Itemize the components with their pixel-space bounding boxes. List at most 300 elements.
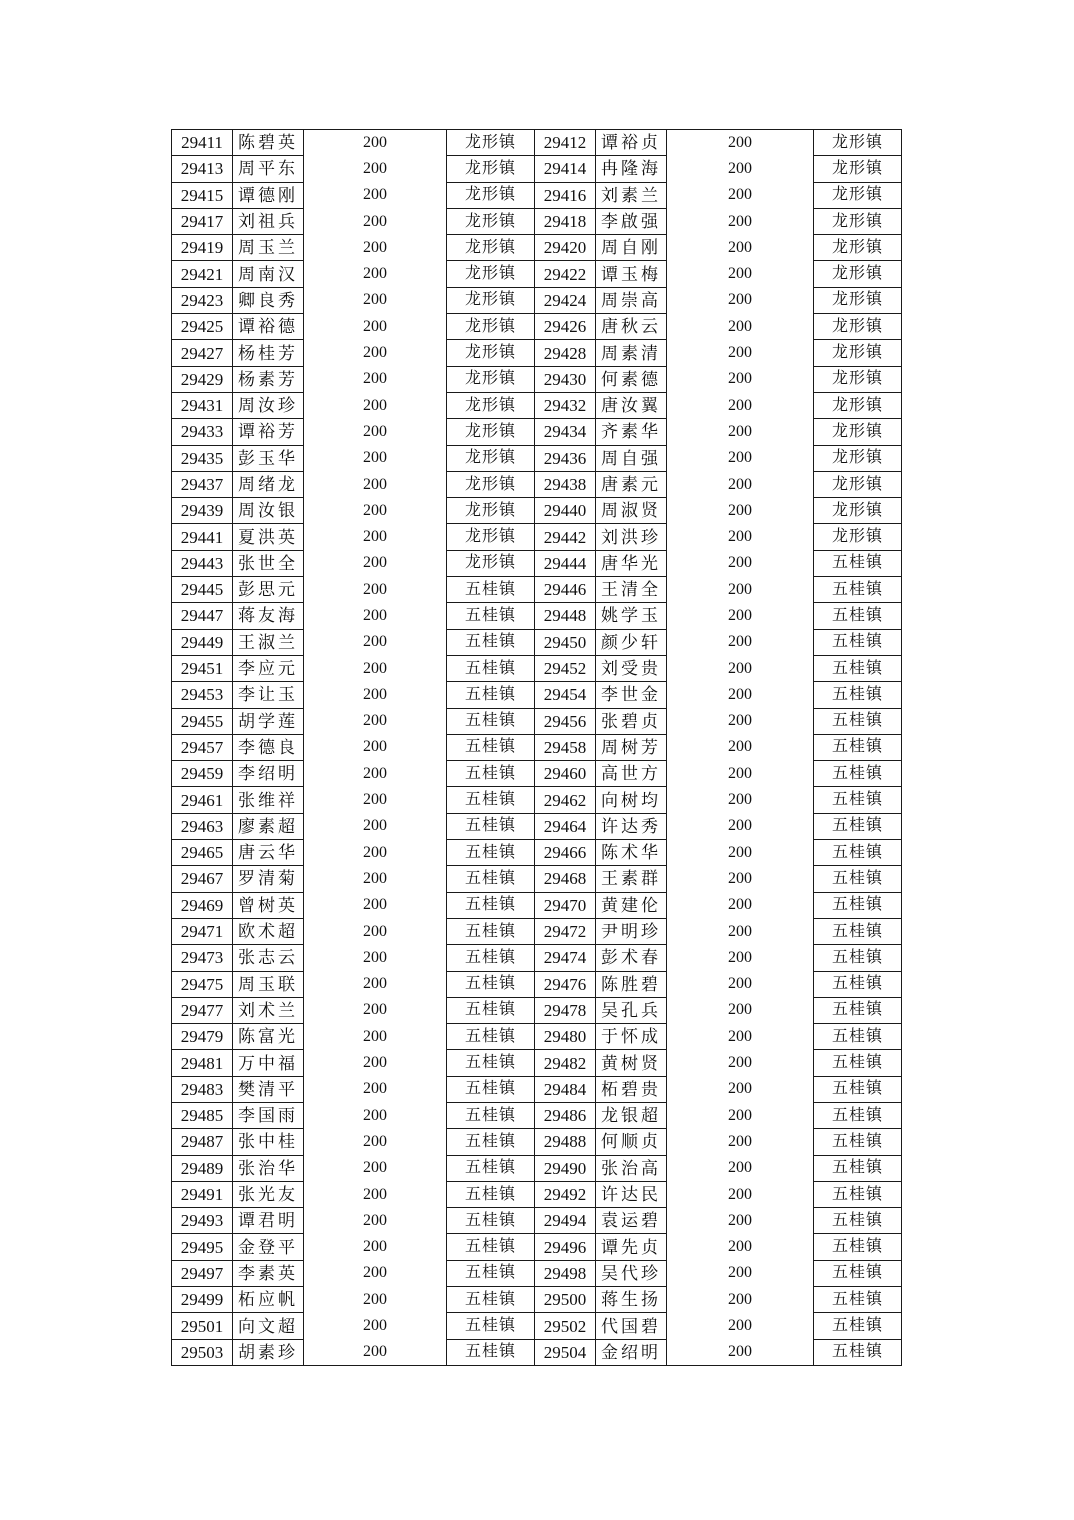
right-town: 五桂镇	[814, 945, 902, 971]
right-town: 龙形镇	[814, 445, 902, 471]
right-recipient-name: 刘受贵	[596, 655, 667, 681]
left-amount: 200	[304, 1287, 447, 1313]
left-recipient-name: 张世全	[233, 550, 304, 576]
right-town: 五桂镇	[814, 629, 902, 655]
left-record-id: 29479	[172, 1024, 233, 1050]
right-recipient-name: 吴孔兵	[596, 997, 667, 1023]
left-amount: 200	[304, 1234, 447, 1260]
right-record-id: 29430	[535, 366, 596, 392]
right-town: 龙形镇	[814, 419, 902, 445]
right-record-id: 29412	[535, 130, 596, 156]
left-recipient-name: 唐云华	[233, 840, 304, 866]
right-recipient-name: 彭术春	[596, 945, 667, 971]
left-recipient-name: 彭思元	[233, 577, 304, 603]
right-town: 龙形镇	[814, 366, 902, 392]
right-town: 五桂镇	[814, 1208, 902, 1234]
left-amount: 200	[304, 550, 447, 576]
right-town: 五桂镇	[814, 603, 902, 629]
right-town: 五桂镇	[814, 1024, 902, 1050]
left-town: 五桂镇	[447, 655, 535, 681]
left-town: 龙形镇	[447, 208, 535, 234]
right-amount: 200	[667, 498, 814, 524]
right-amount: 200	[667, 945, 814, 971]
right-town: 龙形镇	[814, 156, 902, 182]
left-town: 五桂镇	[447, 1287, 535, 1313]
left-amount: 200	[304, 1155, 447, 1181]
right-amount: 200	[667, 235, 814, 261]
left-town: 五桂镇	[447, 761, 535, 787]
right-recipient-name: 袁运碧	[596, 1208, 667, 1234]
left-town: 五桂镇	[447, 1313, 535, 1339]
left-amount: 200	[304, 761, 447, 787]
left-amount: 200	[304, 918, 447, 944]
right-amount: 200	[667, 208, 814, 234]
right-town: 五桂镇	[814, 577, 902, 603]
right-recipient-name: 吴代珍	[596, 1260, 667, 1286]
right-record-id: 29424	[535, 287, 596, 313]
left-amount: 200	[304, 1339, 447, 1365]
right-town: 五桂镇	[814, 1155, 902, 1181]
left-town: 龙形镇	[447, 182, 535, 208]
left-town: 龙形镇	[447, 419, 535, 445]
table-row	[172, 366, 902, 392]
right-recipient-name: 唐素元	[596, 471, 667, 497]
right-recipient-name: 陈术华	[596, 840, 667, 866]
left-recipient-name: 周汝珍	[233, 392, 304, 418]
left-record-id: 29459	[172, 761, 233, 787]
left-amount: 200	[304, 577, 447, 603]
left-record-id: 29487	[172, 1129, 233, 1155]
right-town: 五桂镇	[814, 708, 902, 734]
left-town: 五桂镇	[447, 682, 535, 708]
right-amount: 200	[667, 445, 814, 471]
left-record-id: 29457	[172, 734, 233, 760]
left-town: 五桂镇	[447, 1260, 535, 1286]
left-town: 五桂镇	[447, 945, 535, 971]
left-amount: 200	[304, 997, 447, 1023]
left-record-id: 29489	[172, 1155, 233, 1181]
table-row	[172, 182, 902, 208]
right-record-id: 29480	[535, 1024, 596, 1050]
left-amount: 200	[304, 524, 447, 550]
right-recipient-name: 周树芳	[596, 734, 667, 760]
left-recipient-name: 李让玉	[233, 682, 304, 708]
left-recipient-name: 欧术超	[233, 918, 304, 944]
left-record-id: 29471	[172, 918, 233, 944]
left-town: 五桂镇	[447, 918, 535, 944]
right-record-id: 29466	[535, 840, 596, 866]
left-record-id: 29481	[172, 1050, 233, 1076]
right-town: 龙形镇	[814, 392, 902, 418]
left-amount: 200	[304, 445, 447, 471]
table-row	[172, 1234, 902, 1260]
left-amount: 200	[304, 261, 447, 287]
left-recipient-name: 彭玉华	[233, 445, 304, 471]
left-recipient-name: 蒋友海	[233, 603, 304, 629]
table-row	[172, 1102, 902, 1128]
right-town: 龙形镇	[814, 498, 902, 524]
left-town: 五桂镇	[447, 1102, 535, 1128]
right-amount: 200	[667, 761, 814, 787]
table-row	[172, 892, 902, 918]
table-row	[172, 655, 902, 681]
left-record-id: 29463	[172, 813, 233, 839]
right-recipient-name: 金绍明	[596, 1339, 667, 1365]
right-record-id: 29482	[535, 1050, 596, 1076]
left-recipient-name: 卿良秀	[233, 287, 304, 313]
left-record-id: 29435	[172, 445, 233, 471]
right-recipient-name: 王清全	[596, 577, 667, 603]
right-amount: 200	[667, 892, 814, 918]
left-recipient-name: 樊清平	[233, 1076, 304, 1102]
right-record-id: 29464	[535, 813, 596, 839]
right-recipient-name: 姚学玉	[596, 603, 667, 629]
right-town: 龙形镇	[814, 235, 902, 261]
right-recipient-name: 陈胜碧	[596, 971, 667, 997]
table-row	[172, 708, 902, 734]
table-row	[172, 734, 902, 760]
right-amount: 200	[667, 840, 814, 866]
left-recipient-name: 廖素超	[233, 813, 304, 839]
left-town: 五桂镇	[447, 787, 535, 813]
right-recipient-name: 张治高	[596, 1155, 667, 1181]
left-recipient-name: 张中桂	[233, 1129, 304, 1155]
right-record-id: 29454	[535, 682, 596, 708]
right-amount: 200	[667, 550, 814, 576]
left-town: 五桂镇	[447, 866, 535, 892]
left-amount: 200	[304, 1181, 447, 1207]
left-amount: 200	[304, 840, 447, 866]
right-town: 龙形镇	[814, 471, 902, 497]
right-record-id: 29468	[535, 866, 596, 892]
right-town: 五桂镇	[814, 1287, 902, 1313]
left-town: 龙形镇	[447, 287, 535, 313]
right-amount: 200	[667, 1260, 814, 1286]
right-record-id: 29432	[535, 392, 596, 418]
right-town: 五桂镇	[814, 1050, 902, 1076]
left-town: 五桂镇	[447, 1208, 535, 1234]
right-amount: 200	[667, 866, 814, 892]
left-record-id: 29501	[172, 1313, 233, 1339]
right-record-id: 29426	[535, 314, 596, 340]
table-row	[172, 471, 902, 497]
left-record-id: 29499	[172, 1287, 233, 1313]
right-record-id: 29450	[535, 629, 596, 655]
right-recipient-name: 李啟强	[596, 208, 667, 234]
right-record-id: 29496	[535, 1234, 596, 1260]
right-record-id: 29448	[535, 603, 596, 629]
right-recipient-name: 黄树贤	[596, 1050, 667, 1076]
right-amount: 200	[667, 314, 814, 340]
right-record-id: 29414	[535, 156, 596, 182]
right-recipient-name: 柘碧贵	[596, 1076, 667, 1102]
left-amount: 200	[304, 892, 447, 918]
table-row	[172, 945, 902, 971]
right-record-id: 29446	[535, 577, 596, 603]
right-record-id: 29484	[535, 1076, 596, 1102]
left-town: 五桂镇	[447, 708, 535, 734]
left-town: 五桂镇	[447, 1129, 535, 1155]
right-record-id: 29442	[535, 524, 596, 550]
right-recipient-name: 谭先贞	[596, 1234, 667, 1260]
right-town: 龙形镇	[814, 182, 902, 208]
right-town: 五桂镇	[814, 1260, 902, 1286]
right-recipient-name: 张碧贞	[596, 708, 667, 734]
table-row	[172, 603, 902, 629]
right-recipient-name: 龙银超	[596, 1102, 667, 1128]
left-town: 龙形镇	[447, 445, 535, 471]
right-amount: 200	[667, 655, 814, 681]
left-recipient-name: 谭君明	[233, 1208, 304, 1234]
right-record-id: 29478	[535, 997, 596, 1023]
right-record-id: 29500	[535, 1287, 596, 1313]
left-amount: 200	[304, 629, 447, 655]
right-town: 五桂镇	[814, 840, 902, 866]
table-row	[172, 261, 902, 287]
left-town: 龙形镇	[447, 392, 535, 418]
left-recipient-name: 刘术兰	[233, 997, 304, 1023]
right-recipient-name: 周崇高	[596, 287, 667, 313]
right-record-id: 29504	[535, 1339, 596, 1365]
left-record-id: 29495	[172, 1234, 233, 1260]
left-town: 龙形镇	[447, 156, 535, 182]
right-amount: 200	[667, 261, 814, 287]
right-amount: 200	[667, 1024, 814, 1050]
left-recipient-name: 杨素芳	[233, 366, 304, 392]
right-amount: 200	[667, 1076, 814, 1102]
table-row	[172, 445, 902, 471]
right-town: 五桂镇	[814, 918, 902, 944]
left-town: 龙形镇	[447, 471, 535, 497]
right-amount: 200	[667, 603, 814, 629]
right-record-id: 29438	[535, 471, 596, 497]
right-record-id: 29416	[535, 182, 596, 208]
right-amount: 200	[667, 1050, 814, 1076]
right-record-id: 29440	[535, 498, 596, 524]
right-amount: 200	[667, 1129, 814, 1155]
left-record-id: 29483	[172, 1076, 233, 1102]
left-recipient-name: 张志云	[233, 945, 304, 971]
table-row	[172, 840, 902, 866]
left-amount: 200	[304, 1313, 447, 1339]
left-record-id: 29465	[172, 840, 233, 866]
left-amount: 200	[304, 182, 447, 208]
left-recipient-name: 李绍明	[233, 761, 304, 787]
right-recipient-name: 蒋生扬	[596, 1287, 667, 1313]
left-recipient-name: 张光友	[233, 1181, 304, 1207]
right-amount: 200	[667, 997, 814, 1023]
table-row	[172, 1208, 902, 1234]
left-record-id: 29433	[172, 419, 233, 445]
left-town: 五桂镇	[447, 577, 535, 603]
left-record-id: 29415	[172, 182, 233, 208]
left-record-id: 29449	[172, 629, 233, 655]
right-record-id: 29490	[535, 1155, 596, 1181]
right-record-id: 29458	[535, 734, 596, 760]
left-town: 龙形镇	[447, 261, 535, 287]
right-recipient-name: 周自刚	[596, 235, 667, 261]
left-amount: 200	[304, 471, 447, 497]
right-amount: 200	[667, 156, 814, 182]
left-recipient-name: 陈富光	[233, 1024, 304, 1050]
left-town: 五桂镇	[447, 603, 535, 629]
left-recipient-name: 张维祥	[233, 787, 304, 813]
right-recipient-name: 刘素兰	[596, 182, 667, 208]
right-recipient-name: 向树均	[596, 787, 667, 813]
table-row	[172, 997, 902, 1023]
right-record-id: 29488	[535, 1129, 596, 1155]
table-row	[172, 1024, 902, 1050]
right-recipient-name: 谭裕贞	[596, 130, 667, 156]
left-town: 龙形镇	[447, 130, 535, 156]
right-town: 五桂镇	[814, 761, 902, 787]
left-amount: 200	[304, 1129, 447, 1155]
left-recipient-name: 李素英	[233, 1260, 304, 1286]
left-town: 龙形镇	[447, 498, 535, 524]
left-record-id: 29445	[172, 577, 233, 603]
left-town: 五桂镇	[447, 629, 535, 655]
left-amount: 200	[304, 682, 447, 708]
right-amount: 200	[667, 918, 814, 944]
right-record-id: 29420	[535, 235, 596, 261]
right-recipient-name: 颜少轩	[596, 629, 667, 655]
left-town: 龙形镇	[447, 340, 535, 366]
left-record-id: 29441	[172, 524, 233, 550]
table-row	[172, 1181, 902, 1207]
left-amount: 200	[304, 314, 447, 340]
right-recipient-name: 冉隆海	[596, 156, 667, 182]
right-recipient-name: 尹明珍	[596, 918, 667, 944]
right-recipient-name: 黄建伦	[596, 892, 667, 918]
roster-body	[172, 130, 902, 1366]
right-town: 五桂镇	[814, 1076, 902, 1102]
left-amount: 200	[304, 1208, 447, 1234]
right-recipient-name: 唐秋云	[596, 314, 667, 340]
right-record-id: 29474	[535, 945, 596, 971]
left-record-id: 29453	[172, 682, 233, 708]
right-recipient-name: 唐华光	[596, 550, 667, 576]
left-record-id: 29419	[172, 235, 233, 261]
left-recipient-name: 谭裕德	[233, 314, 304, 340]
right-recipient-name: 代国碧	[596, 1313, 667, 1339]
left-amount: 200	[304, 971, 447, 997]
right-recipient-name: 周自强	[596, 445, 667, 471]
right-amount: 200	[667, 708, 814, 734]
left-recipient-name: 夏洪英	[233, 524, 304, 550]
right-amount: 200	[667, 629, 814, 655]
left-recipient-name: 万中福	[233, 1050, 304, 1076]
left-amount: 200	[304, 498, 447, 524]
right-town: 龙形镇	[814, 287, 902, 313]
right-town: 龙形镇	[814, 524, 902, 550]
right-town: 五桂镇	[814, 892, 902, 918]
left-record-id: 29461	[172, 787, 233, 813]
left-recipient-name: 柘应帆	[233, 1287, 304, 1313]
right-record-id: 29460	[535, 761, 596, 787]
left-record-id: 29477	[172, 997, 233, 1023]
left-record-id: 29443	[172, 550, 233, 576]
right-amount: 200	[667, 419, 814, 445]
table-row	[172, 314, 902, 340]
left-recipient-name: 周绪龙	[233, 471, 304, 497]
right-amount: 200	[667, 1339, 814, 1365]
left-town: 龙形镇	[447, 366, 535, 392]
left-record-id: 29485	[172, 1102, 233, 1128]
table-row	[172, 918, 902, 944]
left-amount: 200	[304, 1102, 447, 1128]
table-row	[172, 550, 902, 576]
table-row	[172, 498, 902, 524]
left-recipient-name: 李应元	[233, 655, 304, 681]
left-town: 五桂镇	[447, 1339, 535, 1365]
left-amount: 200	[304, 945, 447, 971]
right-record-id: 29498	[535, 1260, 596, 1286]
left-town: 五桂镇	[447, 813, 535, 839]
left-record-id: 29417	[172, 208, 233, 234]
left-amount: 200	[304, 235, 447, 261]
left-recipient-name: 谭裕芳	[233, 419, 304, 445]
right-town: 五桂镇	[814, 1234, 902, 1260]
left-amount: 200	[304, 708, 447, 734]
left-amount: 200	[304, 208, 447, 234]
right-record-id: 29486	[535, 1102, 596, 1128]
right-amount: 200	[667, 471, 814, 497]
left-amount: 200	[304, 655, 447, 681]
right-town: 五桂镇	[814, 1102, 902, 1128]
right-town: 五桂镇	[814, 1313, 902, 1339]
left-amount: 200	[304, 366, 447, 392]
table-row	[172, 1339, 902, 1365]
left-town: 五桂镇	[447, 1155, 535, 1181]
right-amount: 200	[667, 1155, 814, 1181]
right-recipient-name: 周素清	[596, 340, 667, 366]
table-row	[172, 787, 902, 813]
left-town: 五桂镇	[447, 997, 535, 1023]
right-amount: 200	[667, 971, 814, 997]
left-record-id: 29491	[172, 1181, 233, 1207]
right-amount: 200	[667, 340, 814, 366]
right-town: 五桂镇	[814, 682, 902, 708]
right-amount: 200	[667, 392, 814, 418]
right-amount: 200	[667, 524, 814, 550]
left-recipient-name: 金登平	[233, 1234, 304, 1260]
left-amount: 200	[304, 787, 447, 813]
left-town: 龙形镇	[447, 550, 535, 576]
left-recipient-name: 胡学莲	[233, 708, 304, 734]
left-recipient-name: 向文超	[233, 1313, 304, 1339]
right-amount: 200	[667, 813, 814, 839]
left-record-id: 29447	[172, 603, 233, 629]
table-row	[172, 761, 902, 787]
right-town: 龙形镇	[814, 261, 902, 287]
left-record-id: 29467	[172, 866, 233, 892]
left-amount: 200	[304, 1050, 447, 1076]
left-recipient-name: 曾树英	[233, 892, 304, 918]
left-record-id: 29431	[172, 392, 233, 418]
right-town: 龙形镇	[814, 130, 902, 156]
left-amount: 200	[304, 340, 447, 366]
left-town: 五桂镇	[447, 1234, 535, 1260]
right-record-id: 29492	[535, 1181, 596, 1207]
table-row	[172, 287, 902, 313]
right-record-id: 29436	[535, 445, 596, 471]
right-record-id: 29456	[535, 708, 596, 734]
left-record-id: 29493	[172, 1208, 233, 1234]
left-amount: 200	[304, 734, 447, 760]
table-row	[172, 629, 902, 655]
left-recipient-name: 周汝银	[233, 498, 304, 524]
right-record-id: 29494	[535, 1208, 596, 1234]
